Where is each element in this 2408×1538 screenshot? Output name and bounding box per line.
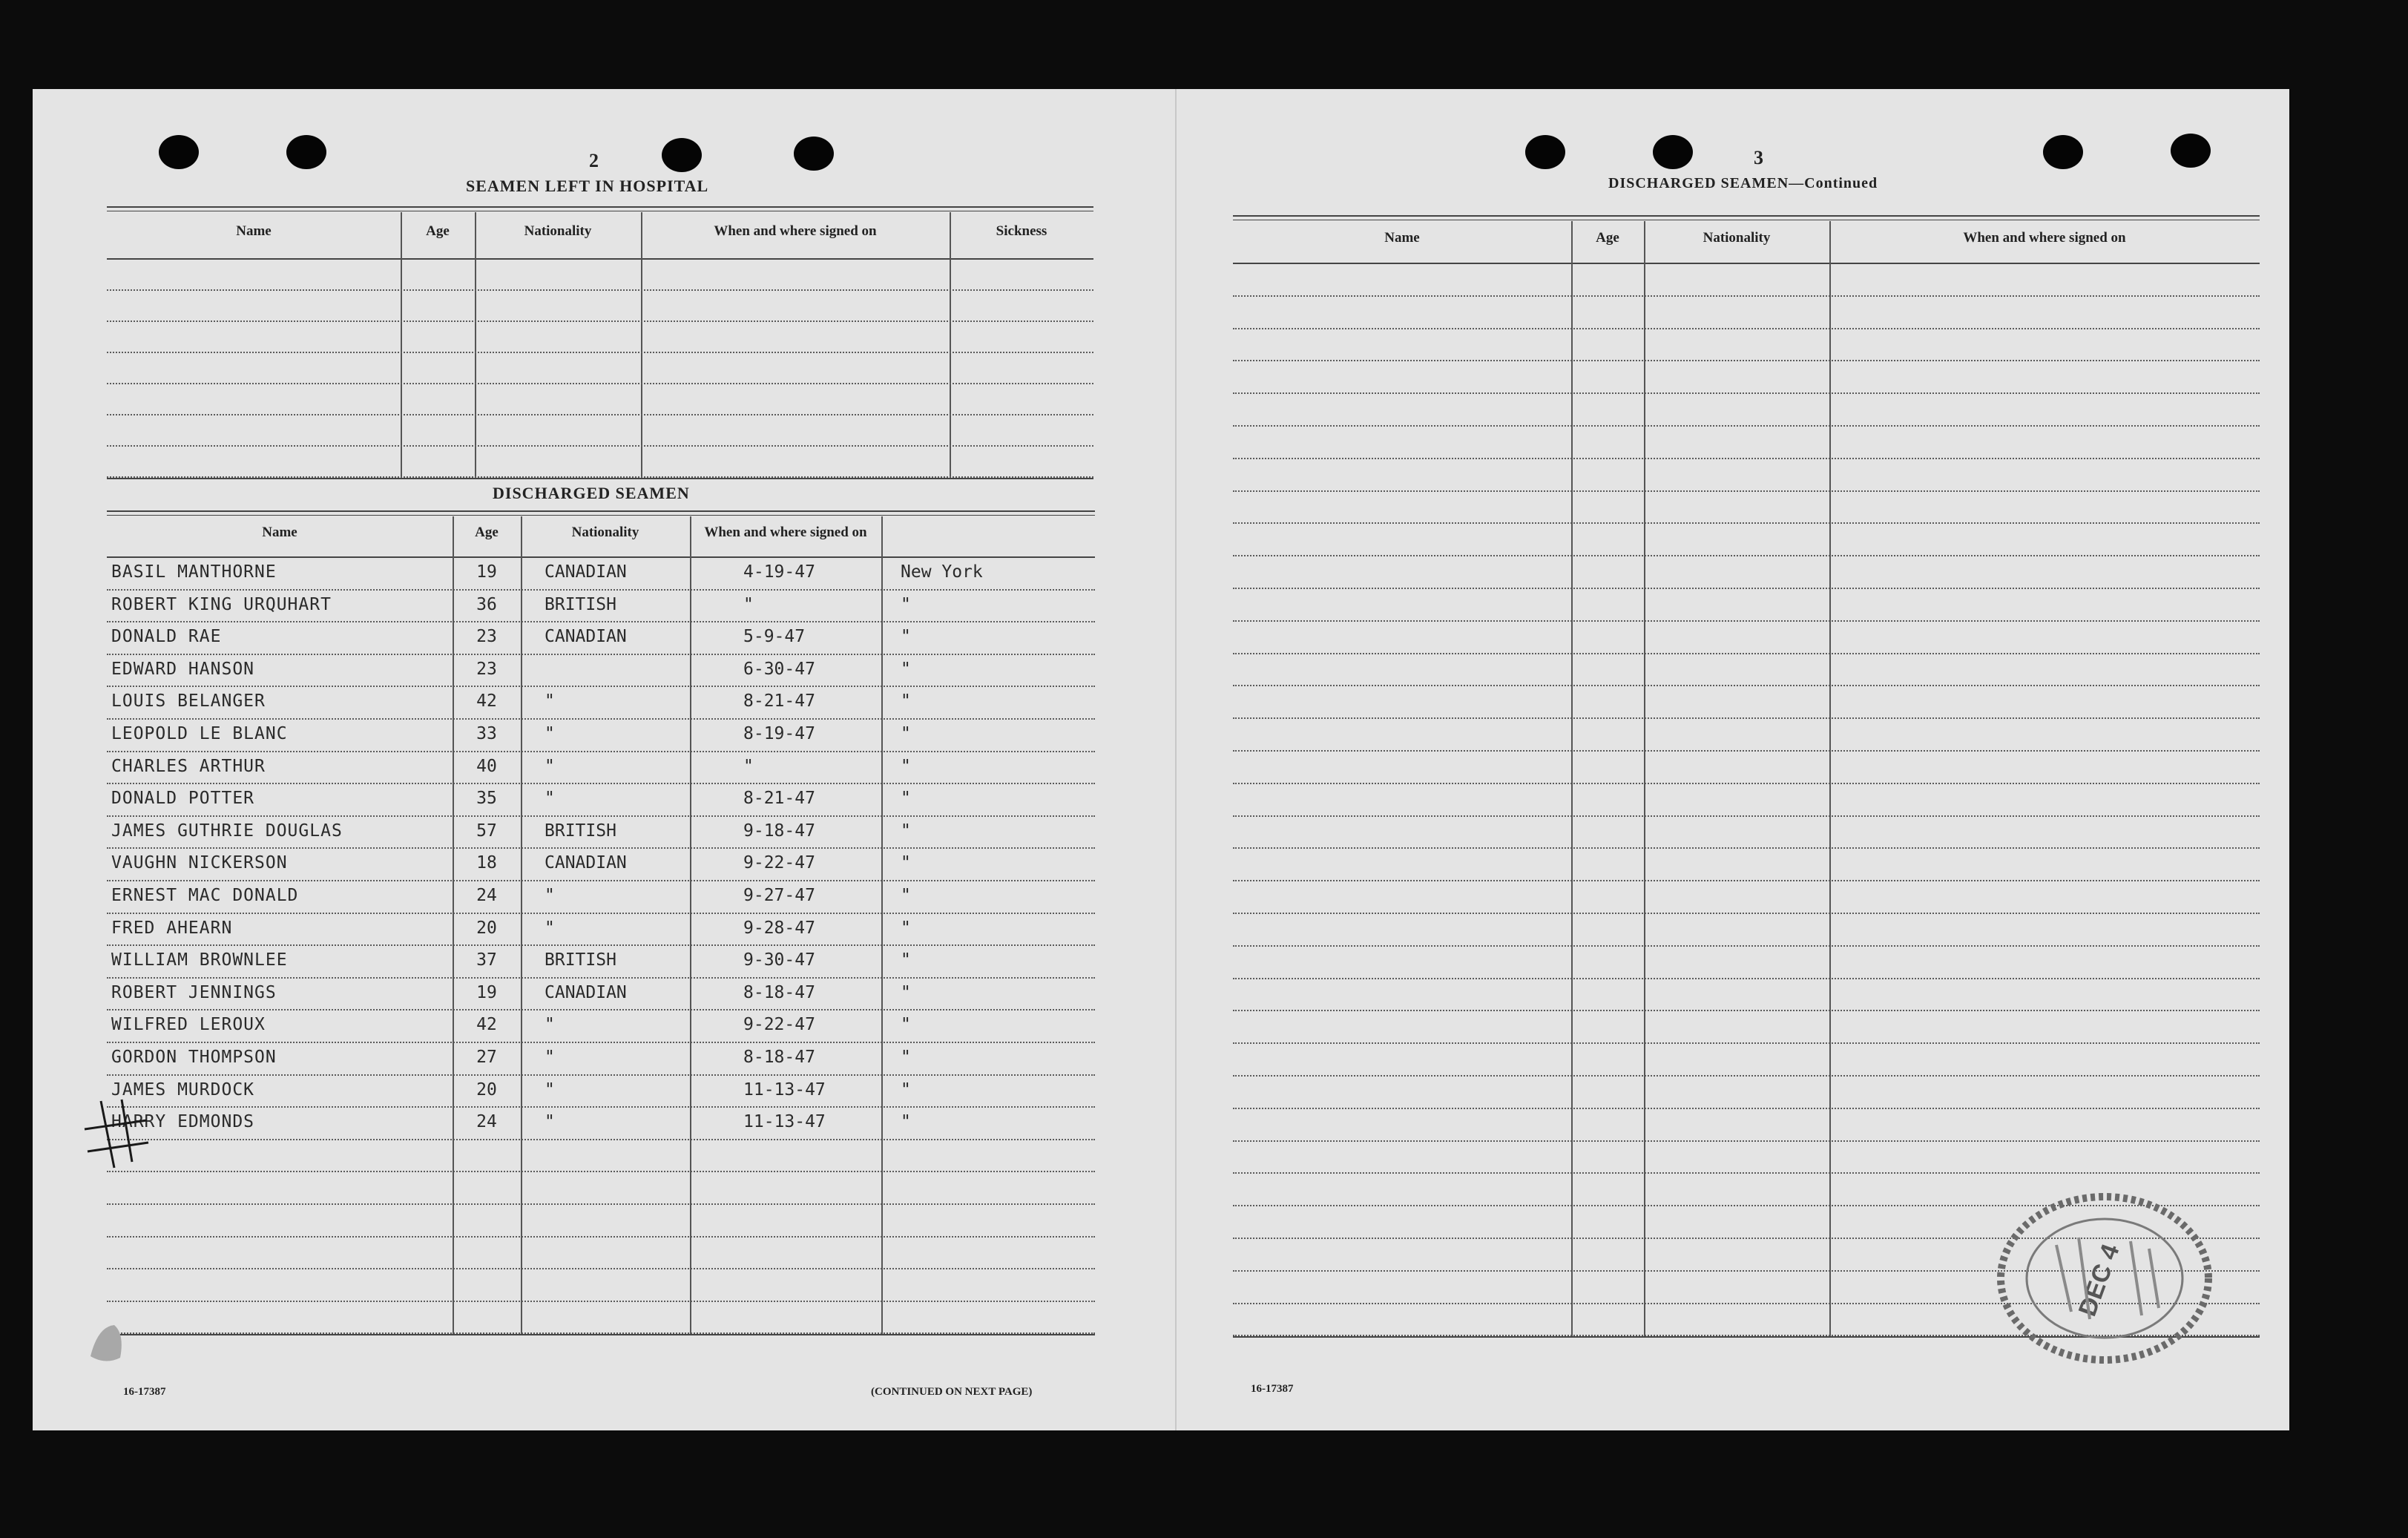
continued-table-header-0: Name <box>1384 230 1420 246</box>
continued-table-row-line <box>1233 653 2260 654</box>
continued-section-title: DISCHARGED SEAMEN—Continued <box>1608 175 1878 191</box>
discharged-table-row-line <box>107 1301 1095 1302</box>
continued-table-row-line <box>1233 783 2260 784</box>
seaman-nationality: " <box>545 1112 555 1132</box>
discharged-table-header-3: When and where signed on <box>704 525 867 540</box>
seaman-name: WILFRED LEROUX <box>111 1015 266 1035</box>
continued-table-row-line <box>1233 490 2260 492</box>
seaman-age: 35 <box>476 789 497 809</box>
continued-table-row-line <box>1233 913 2260 914</box>
seaman-nationality: CANADIAN <box>545 562 627 582</box>
continued-table-column-divider <box>1829 221 1831 1338</box>
signed-on-place: New York <box>901 562 983 582</box>
seaman-name: VAUGHN NICKERSON <box>111 853 288 873</box>
seaman-age: 23 <box>476 659 497 679</box>
seaman-age: 23 <box>476 627 497 647</box>
discharged-table-row-line <box>107 1268 1095 1269</box>
signed-on-place: " <box>901 724 911 743</box>
seaman-nationality: " <box>545 1048 555 1067</box>
continued-table-row-line <box>1233 978 2260 979</box>
hospital-section-title: SEAMEN LEFT IN HOSPITAL <box>466 177 709 195</box>
continued-table-top-rule <box>1233 215 2260 217</box>
seaman-age: 19 <box>476 982 497 1002</box>
continued-table-row-line <box>1233 1140 2260 1142</box>
continued-table-row-line <box>1233 555 2260 556</box>
seaman-age: 20 <box>476 918 497 938</box>
signed-on-place: " <box>901 1079 911 1100</box>
continued-table-row-line <box>1233 717 2260 719</box>
signed-on-date: 5-9-47 <box>743 627 806 647</box>
hospital-table-row-line <box>107 383 1093 384</box>
discharged-table-row-line <box>107 1074 1095 1076</box>
continued-table-row-line <box>1233 588 2260 589</box>
page-number: 2 <box>589 150 599 171</box>
signed-on-date: 8-21-47 <box>743 691 815 712</box>
hospital-table-header-4: Sickness <box>996 223 1047 239</box>
continued-table-row-line <box>1233 1075 2260 1077</box>
continued-table-row-line <box>1233 750 2260 752</box>
hospital-table-column-divider <box>950 212 951 479</box>
signed-on-date: 9-22-47 <box>743 1015 815 1035</box>
discharged-table-row-line <box>107 1139 1095 1140</box>
seaman-nationality: " <box>545 756 555 776</box>
seaman-name: LEOPOLD LE BLANC <box>111 724 288 743</box>
hospital-table-row-line <box>107 445 1093 447</box>
discharged-table-row-line <box>107 654 1095 655</box>
seaman-age: 40 <box>476 756 497 776</box>
hospital-table-header-1: Age <box>426 223 450 239</box>
punch-hole <box>1525 135 1565 169</box>
continued-table-row-line <box>1233 880 2260 881</box>
seaman-name: JAMES GUTHRIE DOUGLAS <box>111 821 343 841</box>
seaman-age: 27 <box>476 1048 497 1067</box>
signed-on-place: " <box>901 756 911 776</box>
hospital-table-bottom-rule <box>107 478 1093 479</box>
seaman-name: CHARLES ARTHUR <box>111 756 266 776</box>
seaman-name: EDWARD HANSON <box>111 659 255 679</box>
discharged-table-row-line <box>107 1171 1095 1172</box>
discharged-table-column-divider <box>881 516 883 1335</box>
seaman-nationality: BRITISH <box>545 950 616 970</box>
signed-on-place: " <box>901 1048 911 1067</box>
seaman-age: 33 <box>476 724 497 743</box>
continued-table-row-line <box>1233 328 2260 329</box>
form-code: 16-17387 <box>1251 1383 1294 1395</box>
form-code: 16-17387 <box>123 1386 166 1398</box>
discharged-table-row-line <box>107 847 1095 849</box>
hospital-table-header-0: Name <box>236 223 272 239</box>
signed-on-date: 9-30-47 <box>743 950 815 970</box>
seaman-nationality: " <box>545 1015 555 1035</box>
signed-on-date: 9-27-47 <box>743 886 815 905</box>
discharged-section-title: DISCHARGED SEAMEN <box>493 484 690 502</box>
ledger-sheet <box>33 89 2289 1430</box>
seaman-age: 37 <box>476 950 497 970</box>
continued-table-row-line <box>1233 1042 2260 1044</box>
continued-table-row-line <box>1233 1108 2260 1109</box>
continued-table-header-rule <box>1233 263 2260 264</box>
signed-on-place: " <box>901 659 911 679</box>
hospital-table-row-line <box>107 352 1093 353</box>
date-stamp-seal-icon <box>1990 1186 2220 1371</box>
discharged-table-row-line <box>107 1203 1095 1205</box>
signed-on-place: " <box>901 627 911 647</box>
hospital-table-header-2: Nationality <box>524 223 592 239</box>
discharged-table-row-line <box>107 1236 1095 1238</box>
handwritten-cross-mark-icon <box>79 1094 153 1175</box>
seaman-nationality: " <box>545 724 555 743</box>
seaman-nationality: " <box>545 789 555 809</box>
continued-table-header-3: When and where signed on <box>1963 230 2126 246</box>
continued-table-row-line <box>1233 392 2260 394</box>
continued-table-row-line <box>1233 295 2260 297</box>
seaman-nationality: " <box>545 1079 555 1100</box>
discharged-table-top-rule <box>107 515 1095 516</box>
signed-on-date: 8-19-47 <box>743 724 815 743</box>
seaman-name: WILLIAM BROWNLEE <box>111 950 288 970</box>
seaman-nationality: " <box>545 886 555 905</box>
discharged-table-row-line <box>107 977 1095 979</box>
discharged-table-bottom-rule <box>107 1334 1095 1335</box>
punch-hole <box>2171 134 2211 168</box>
continued-table-row-line <box>1233 620 2260 622</box>
discharged-table-row-line <box>107 783 1095 784</box>
hospital-table-header-rule <box>107 258 1093 260</box>
continued-table-row-line <box>1233 685 2260 686</box>
seaman-name: GORDON THOMPSON <box>111 1048 277 1067</box>
discharged-table-row-line <box>107 944 1095 946</box>
signed-on-place: " <box>901 982 911 1002</box>
hospital-table-row-line <box>107 289 1093 291</box>
seaman-nationality: CANADIAN <box>545 627 627 647</box>
signed-on-date: 8-21-47 <box>743 789 815 809</box>
seaman-name: LOUIS BELANGER <box>111 691 266 712</box>
hospital-table-row-line <box>107 321 1093 322</box>
signed-on-date: 11-13-47 <box>743 1112 826 1132</box>
signed-on-date: 4-19-47 <box>743 562 815 582</box>
discharged-table-row-line <box>107 880 1095 881</box>
discharged-table-column-divider <box>690 516 691 1335</box>
signed-on-date: " <box>743 594 754 614</box>
seaman-age: 24 <box>476 1112 497 1132</box>
seaman-name: BASIL MANTHORNE <box>111 562 277 582</box>
seaman-age: 42 <box>476 691 497 712</box>
discharged-table-row-line <box>107 913 1095 914</box>
seaman-nationality: CANADIAN <box>545 853 627 873</box>
signed-on-place: " <box>901 886 911 905</box>
signed-on-date: 8-18-47 <box>743 1048 815 1067</box>
stamp-date: DEC 4 <box>2073 1240 2125 1321</box>
discharged-table-row-line <box>107 1009 1095 1010</box>
signed-on-place: " <box>901 821 911 841</box>
seaman-nationality: " <box>545 691 555 712</box>
signed-on-date: " <box>743 756 754 776</box>
seaman-age: 57 <box>476 821 497 841</box>
signed-on-date: 8-18-47 <box>743 982 815 1002</box>
discharged-table-header-2: Nationality <box>571 525 639 540</box>
signed-on-date: 11-13-47 <box>743 1079 826 1100</box>
continued-note: (CONTINUED ON NEXT PAGE) <box>871 1386 1033 1398</box>
punch-hole <box>794 137 834 171</box>
signed-on-place: " <box>901 950 911 970</box>
discharged-table-row-line <box>107 751 1095 752</box>
punch-hole <box>1653 135 1693 169</box>
continued-table-row-line <box>1233 847 2260 849</box>
page-number: 3 <box>1754 147 1763 168</box>
seaman-name: ROBERT KING URQUHART <box>111 594 332 614</box>
continued-table-row-line <box>1233 458 2260 459</box>
seaman-age: 19 <box>476 562 497 582</box>
discharged-table-header-0: Name <box>262 525 297 540</box>
seaman-name: ROBERT JENNINGS <box>111 982 277 1002</box>
seaman-name: ERNEST MAC DONALD <box>111 886 299 905</box>
discharged-table-row-line <box>107 1106 1095 1108</box>
punch-hole <box>662 138 702 172</box>
seaman-name: HARRY EDMONDS <box>111 1112 255 1132</box>
signed-on-place: " <box>901 1112 911 1132</box>
seaman-age: 24 <box>476 886 497 905</box>
seaman-nationality: " <box>545 918 555 938</box>
signed-on-date: 6-30-47 <box>743 659 815 679</box>
signed-on-place: " <box>901 691 911 712</box>
seaman-age: 42 <box>476 1015 497 1035</box>
discharged-table-row-line <box>107 1042 1095 1043</box>
signed-on-place: " <box>901 918 911 938</box>
signed-on-place: " <box>901 1015 911 1035</box>
signed-on-place: " <box>901 853 911 873</box>
discharged-table-header-rule <box>107 556 1095 558</box>
continued-table-row-line <box>1233 425 2260 427</box>
discharged-table-row-line <box>107 621 1095 622</box>
continued-table-row-line <box>1233 1172 2260 1174</box>
discharged-table-row-line <box>107 686 1095 687</box>
seaman-name: DONALD POTTER <box>111 789 255 809</box>
seaman-name: JAMES MURDOCK <box>111 1079 255 1100</box>
signed-on-place: " <box>901 789 911 809</box>
seaman-name: DONALD RAE <box>111 627 222 647</box>
seaman-name: FRED AHEARN <box>111 918 233 938</box>
signed-on-date: 9-22-47 <box>743 853 815 873</box>
seaman-nationality: BRITISH <box>545 594 616 614</box>
signed-on-date: 9-28-47 <box>743 918 815 938</box>
left-page <box>33 89 1175 1430</box>
discharged-table-row-line <box>107 815 1095 817</box>
continued-table-row-line <box>1233 1010 2260 1011</box>
hospital-table-column-divider <box>401 212 402 479</box>
seaman-nationality: CANADIAN <box>545 982 627 1002</box>
continued-table-row-line <box>1233 815 2260 817</box>
continued-table-column-divider <box>1571 221 1573 1338</box>
continued-table-header-2: Nationality <box>1703 230 1771 246</box>
signed-on-place: " <box>901 594 911 614</box>
continued-table-column-divider <box>1644 221 1645 1338</box>
seaman-age: 36 <box>476 594 497 614</box>
seaman-age: 20 <box>476 1079 497 1100</box>
signed-on-date: 9-18-47 <box>743 821 815 841</box>
continued-table-header-1: Age <box>1596 230 1619 246</box>
continued-table-row-line <box>1233 522 2260 524</box>
discharged-table-row-line <box>107 589 1095 591</box>
seaman-age: 18 <box>476 853 497 873</box>
hospital-table-column-divider <box>475 212 476 479</box>
continued-table-row-line <box>1233 360 2260 361</box>
punch-hole <box>286 135 326 169</box>
discharged-table-top-rule <box>107 510 1095 512</box>
hospital-table-row-line <box>107 414 1093 415</box>
hospital-table-column-divider <box>641 212 642 479</box>
paper-tear-mark <box>76 1312 135 1371</box>
discharged-table-column-divider <box>521 516 522 1335</box>
punch-hole <box>159 135 199 169</box>
hospital-table-top-rule <box>107 206 1093 208</box>
seaman-nationality: BRITISH <box>545 821 616 841</box>
discharged-table-header-1: Age <box>475 525 499 540</box>
continued-table-row-line <box>1233 945 2260 947</box>
punch-hole <box>2043 135 2083 169</box>
discharged-table-row-line <box>107 718 1095 720</box>
hospital-table-header-3: When and where signed on <box>714 223 877 239</box>
